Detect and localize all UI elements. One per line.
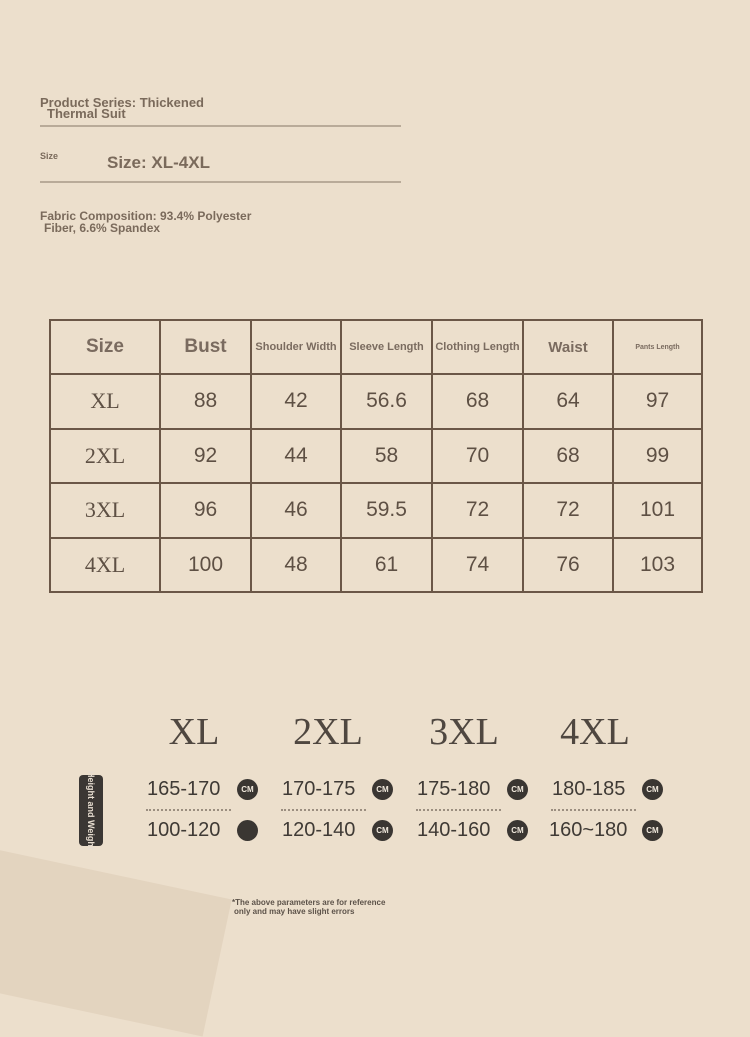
weight-range: 160~180 [549,819,628,841]
weight-range: 120-140 [282,819,356,841]
header-shoulder-width: Shoulder Width [251,320,341,374]
cell-bust: 92 [160,429,251,484]
reference-footnote [232,898,385,916]
cell-clothing-length: 72 [432,483,523,538]
cell-waist: 76 [523,538,613,593]
divider [40,181,401,183]
fabric-line2: Fiber, 6.6% Spandex [44,221,161,235]
product-series-line2: Thermal Suit [47,106,126,121]
cm-icon: CM [507,820,528,841]
cm-icon: CM [507,779,528,800]
corner-decoration [0,846,232,1037]
size-caption: Size [40,151,59,161]
weight-range: 140-160 [417,819,491,841]
cm-icon: CM [372,820,393,841]
cell-bust: 88 [160,374,251,429]
cell-pants-length: 97 [613,374,702,429]
rec-size-2xl: 2XL [293,711,363,753]
rec-size-3xl: 3XL [429,711,499,753]
cell-waist: 72 [523,483,613,538]
rec-size-4xl: 4XL [560,711,630,753]
cell-clothing-length: 74 [432,538,523,593]
cell-clothing-length: 68 [432,374,523,429]
cell-pants-length: 99 [613,429,702,484]
row-size: XL [50,374,160,429]
header-bust: Bust [160,320,251,374]
fabric-line1: Fabric Composition: 93.4% Polyester [40,209,252,223]
cm-icon: CM [642,820,663,841]
cell-sleeve: 56.6 [341,374,432,429]
row-size: 4XL [50,538,160,593]
cell-sleeve: 59.5 [341,483,432,538]
table-row [50,483,702,538]
row-size: 2XL [50,429,160,484]
dotted-divider [146,809,231,811]
cell-sleeve: 61 [341,538,432,593]
product-series-line1: Product Series: Thickened [40,95,204,110]
product-series [40,97,290,119]
height-range: 175-180 [417,778,491,800]
cell-pants-length: 103 [613,538,702,593]
header-waist: Waist [523,320,613,374]
size-range: Size: XL-4XL [107,153,210,172]
cell-waist: 68 [523,429,613,484]
dotted-divider [551,809,636,811]
weight-range: 100-120 [147,819,221,841]
height-range: 170-175 [282,778,356,800]
header-sleeve-length: Sleeve Length [341,320,432,374]
cell-shoulder: 48 [251,538,341,593]
table-row [50,429,702,484]
footnote-line1: *The above parameters are for reference [232,898,386,907]
height-weight-badge [79,771,103,850]
header-pants-length: Pants Length [613,320,702,374]
dotted-divider [281,809,366,811]
cell-bust: 96 [160,483,251,538]
cm-icon: CM [372,779,393,800]
divider [40,125,401,127]
cm-icon [237,820,258,841]
cell-pants-length: 101 [613,483,702,538]
header-clothing-length: Clothing Length [432,320,523,374]
table-row [50,538,702,593]
header-size: Size [50,320,160,374]
cm-icon: CM [237,779,258,800]
table-row [50,374,702,429]
cell-waist: 64 [523,374,613,429]
table-header-row [50,320,702,374]
row-size: 3XL [50,483,160,538]
fabric-composition [40,210,251,234]
footnote-line2: only and may have slight errors [234,907,355,916]
cell-shoulder: 44 [251,429,341,484]
cell-sleeve: 58 [341,429,432,484]
rec-size-xl: XL [168,711,220,753]
cell-clothing-length: 70 [432,429,523,484]
dotted-divider [416,809,501,811]
height-weight-label: Height and Weight [86,771,96,850]
height-range: 180-185 [552,778,626,800]
size-chart-table [49,319,703,593]
cm-icon: CM [642,779,663,800]
cell-shoulder: 46 [251,483,341,538]
height-range: 165-170 [147,778,221,800]
cell-shoulder: 42 [251,374,341,429]
cell-bust: 100 [160,538,251,593]
